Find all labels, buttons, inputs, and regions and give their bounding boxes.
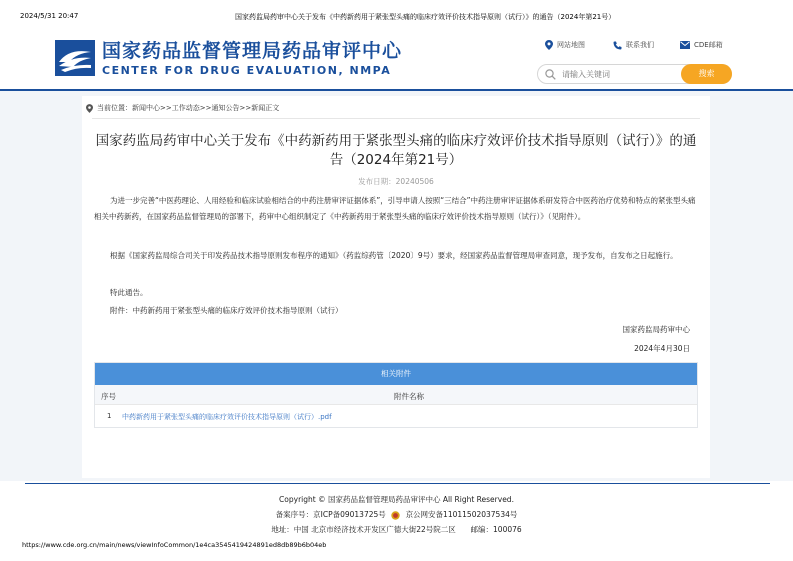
- sitemap-label: 网站地图: [557, 41, 585, 49]
- breadcrumb-path[interactable]: 新闻中心>>工作动态>>通知公告>>新闻正文: [132, 104, 280, 112]
- icp-record[interactable]: 备案序号：京ICP备09013725号: [275, 510, 386, 519]
- col-name-header: 附件名称: [394, 392, 424, 401]
- col-num-header: 序号: [101, 392, 116, 401]
- print-title: 国家药监局药审中心关于发布《中药新药用于紧张型头痛的临床疗效评价技术指导原则（试行）》的通告（2024年第21号）: [235, 13, 616, 21]
- site-name-en: CENTER FOR DRUG EVALUATION, NMPA: [102, 64, 392, 77]
- search-button[interactable]: 搜索: [681, 64, 732, 84]
- article-paragraph: 为进一步完善“中医药理论、人用经验和临床试验相结合的中药注册审评证据体系”，引导申请人按照“三结合”中药注册审评证据体系研发符合中医药治疗优势和特点的紧张型头痛相关中药新药，在国家药品监督管理局的部署下，药审中心组织制定了《中药新药用于紧张型头痛的临床疗效评价技术指导原则（试行）》（见附件）。: [94, 196, 696, 221]
- contact-link[interactable]: [613, 40, 654, 50]
- article-paragraph: 根据《国家药监局综合司关于印发药品技术指导原则发布程序的通知》（药监综药管〔2020〕9号）要求，经国家药品监督管理局审查同意，现予发布，自发布之日起施行。: [110, 251, 678, 260]
- mail-icon: [680, 41, 690, 49]
- footer-divider: [25, 483, 770, 484]
- cde-logo-icon[interactable]: [55, 40, 95, 76]
- phone-icon: [613, 41, 622, 50]
- breadcrumb-prefix: 当前位置：: [97, 104, 132, 112]
- article-paragraph: 特此通告。: [110, 288, 148, 297]
- footer-address-line: [0, 524, 793, 535]
- cde-mail-link[interactable]: [680, 40, 723, 50]
- location-pin-icon: [86, 104, 93, 113]
- sitemap-link[interactable]: [545, 40, 585, 50]
- attachment-note: 附件：中药新药用于紧张型头痛的临床疗效评价技术指导原则（试行）: [110, 306, 343, 315]
- footer-records: [0, 509, 793, 520]
- signature-org: 国家药监局药审中心: [622, 325, 690, 334]
- attachments-header: 相关附件: [95, 363, 697, 385]
- attachment-num: 1: [107, 412, 112, 420]
- contact-label: 联系我们: [626, 41, 654, 49]
- article-title: 国家药监局药审中心关于发布《中药新药用于紧张型头痛的临床疗效评价技术指导原则（试行）》的通告（2024年第21号）: [95, 133, 697, 168]
- attachments-table: [94, 362, 698, 428]
- print-datetime: 2024/5/31 20:47: [20, 12, 79, 20]
- breadcrumb: [86, 103, 279, 113]
- location-pin-icon: [545, 40, 553, 50]
- print-url: https://www.cde.org.cn/main/news/viewInfoCommon/1e4ca3545419424891ed8db89b6b04eb: [22, 541, 327, 549]
- search-icon: [545, 69, 556, 80]
- search-input[interactable]: [562, 68, 677, 81]
- table-row: [95, 405, 697, 427]
- footer-address: 地址：中国 北京市经济技术开发区广德大街22号院二区: [271, 525, 456, 534]
- breadcrumb-divider: [92, 118, 700, 119]
- site-name-cn[interactable]: 国家药品监督管理局药品审评中心: [102, 40, 403, 62]
- attachments-columns: [95, 385, 697, 405]
- attachment-link[interactable]: 中药新药用于紧张型头痛的临床疗效评价技术指导原则（试行）.pdf: [122, 413, 332, 421]
- print-header: [20, 12, 773, 24]
- signature-date: 2024年4月30日: [634, 344, 690, 353]
- footer-postcode: 邮编：100076: [470, 525, 522, 534]
- publish-date: 发布日期：20240506: [358, 177, 434, 186]
- footer-copyright: Copyright © 国家药品监督管理局药品审评中心 All Right Reserved.: [279, 495, 514, 504]
- police-record[interactable]: 京公网安备11011502037534号: [405, 510, 518, 519]
- cde-mail-label: CDE邮箱: [694, 41, 723, 49]
- police-badge-icon: [391, 511, 400, 520]
